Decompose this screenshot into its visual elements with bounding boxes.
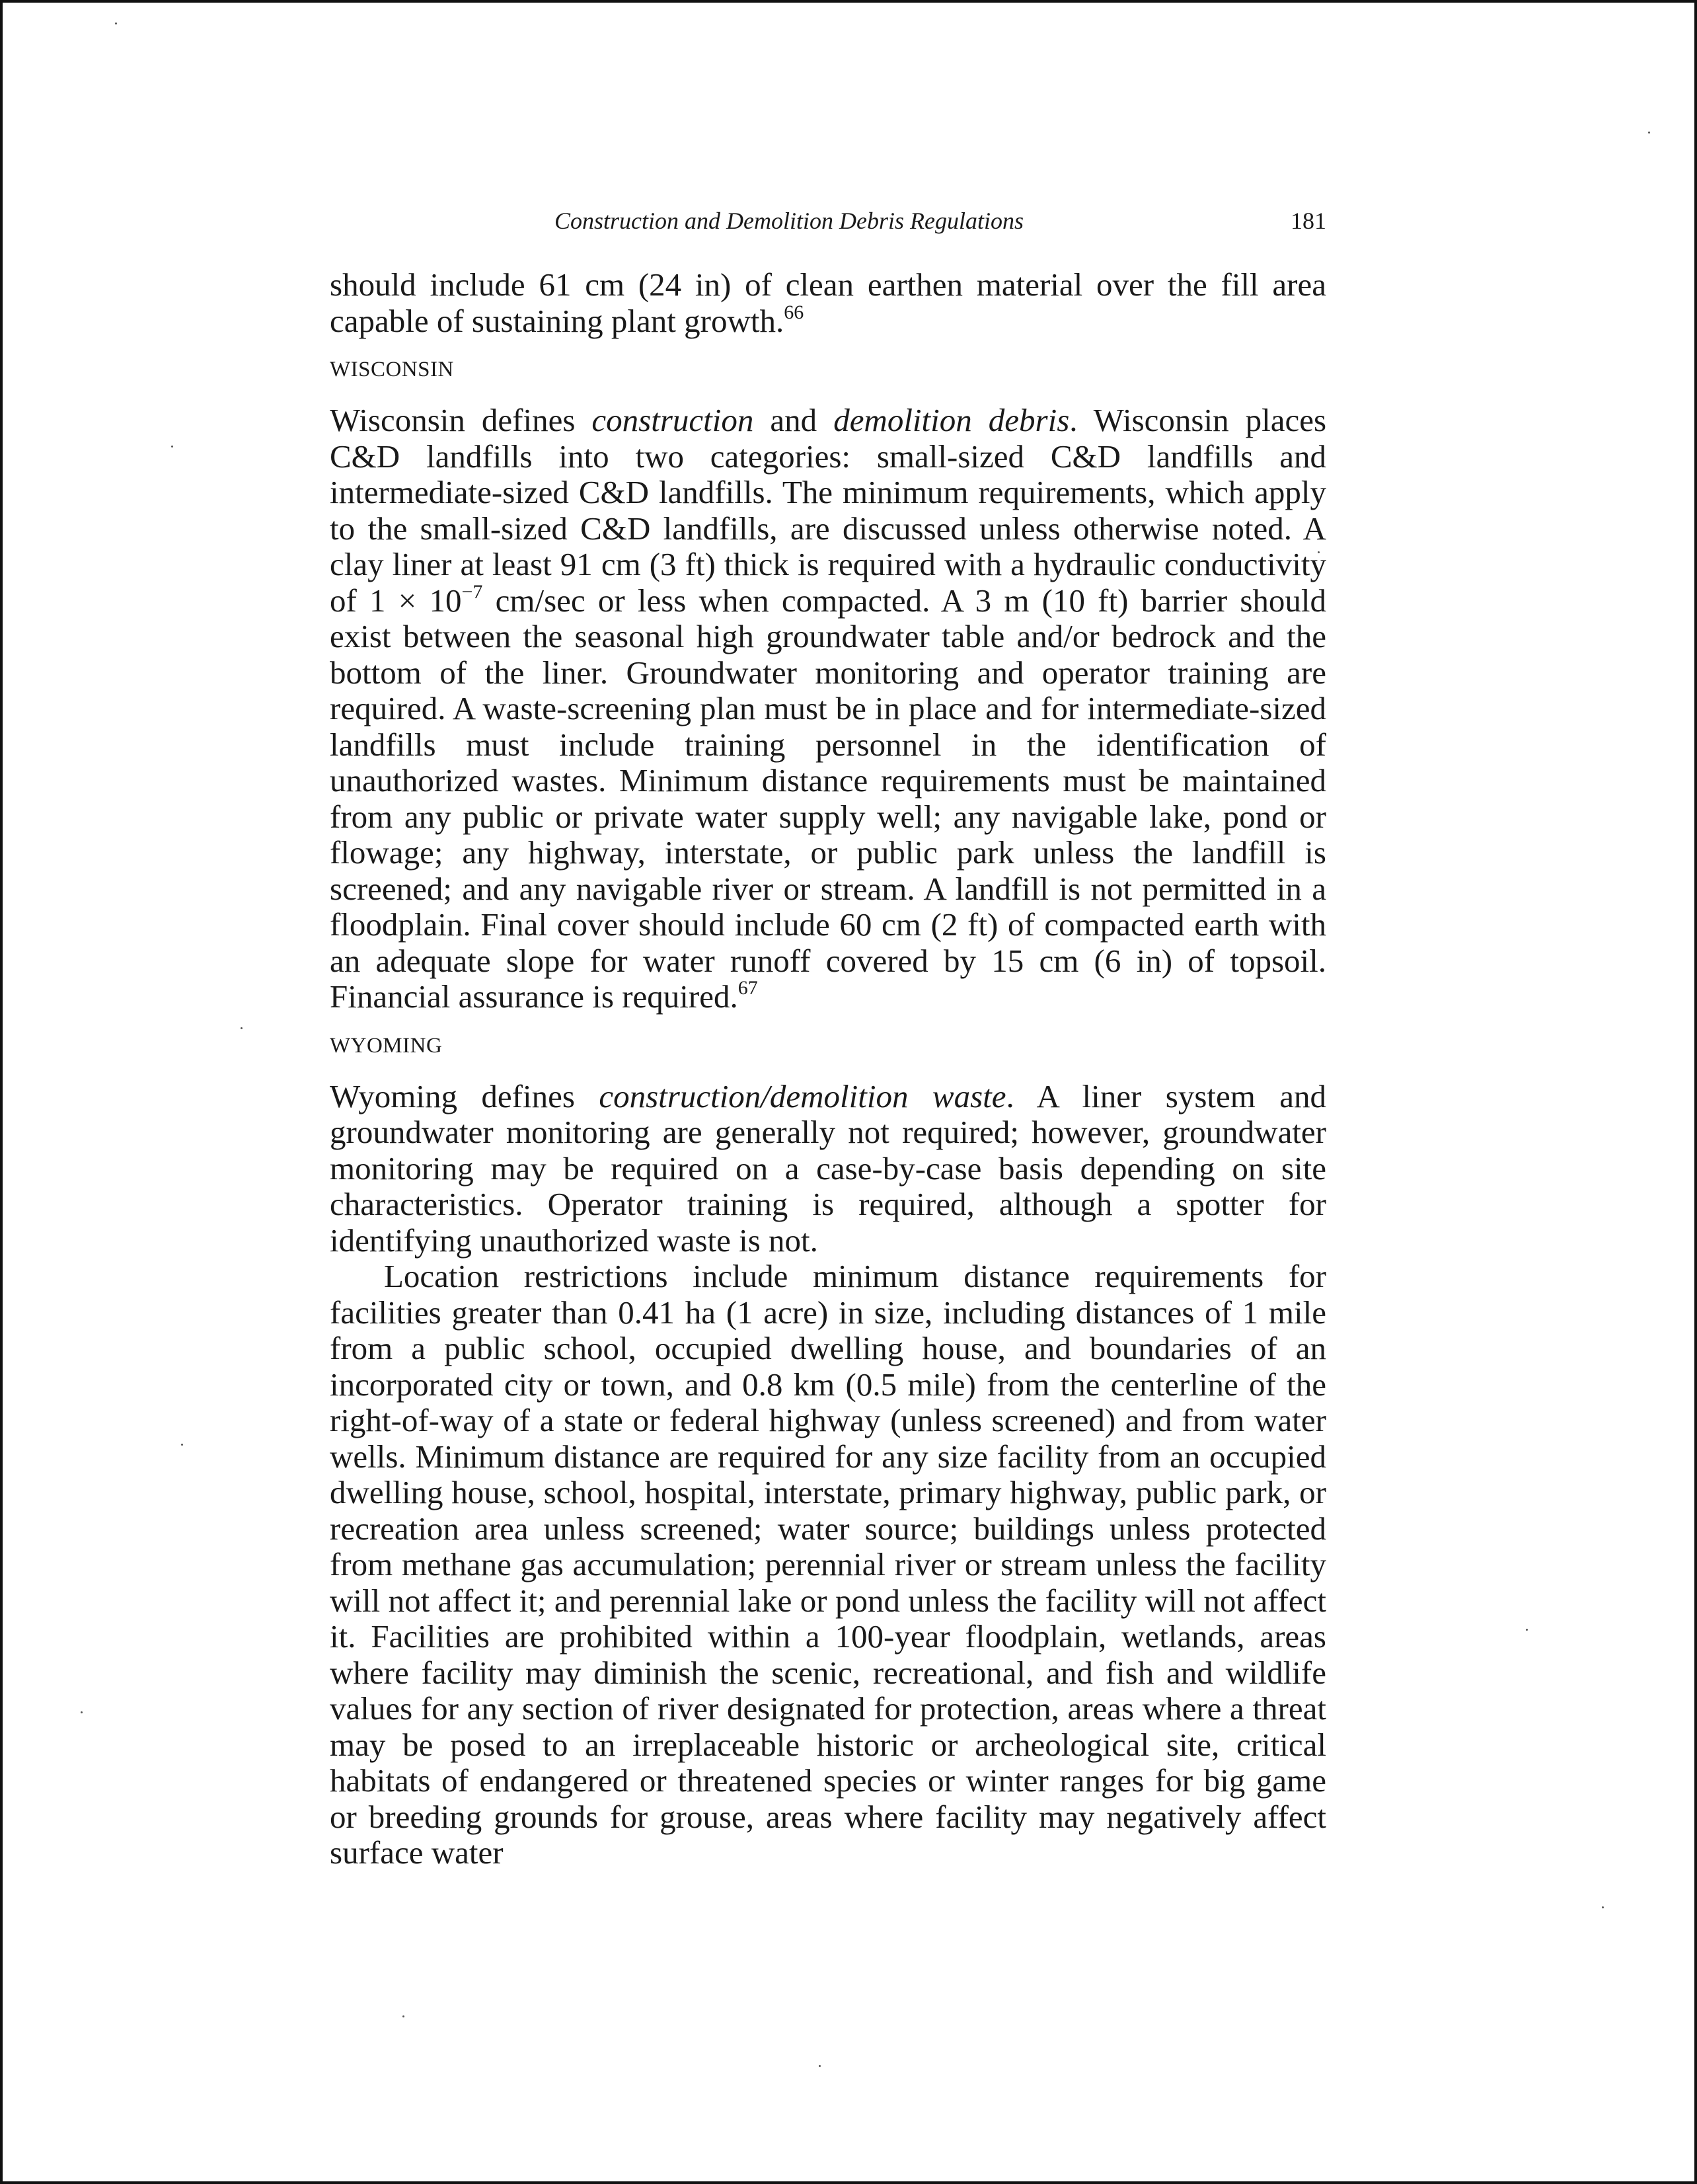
section-heading-wyoming: WYOMING bbox=[330, 1033, 443, 1058]
scan-speck bbox=[1526, 1629, 1528, 1631]
footnote-ref-66: 66 bbox=[784, 301, 804, 323]
wyoming-text-2: . A liner system and groundwater monitoring are generally not required; however, groundwater monitoring may be required on a case-by-case basis depending on site characteristics. Operator training is required, although a spotter for identifying unauthorized waste is not. bbox=[330, 1077, 1327, 1259]
scan-speck bbox=[181, 1444, 183, 1446]
running-title: Construction and Demolition Debris Regulations bbox=[554, 208, 1024, 234]
wisconsin-paragraph bbox=[330, 403, 1326, 1015]
wisconsin-text-2: and bbox=[753, 402, 834, 438]
intro-text: should include 61 cm (24 in) of clean earthen material over the fill area capable of sustaining plant growth. bbox=[330, 266, 1326, 339]
wisconsin-text-4: cm/sec or less when compacted. A 3 m (10 ft) barrier should exist between the seasonal high groundwater table and/or bedrock and the bottom of the liner. Groundwater monitoring and operator training are required. A waste-screening plan must be in place and for intermediate-sized landfills must include training personnel in the identification of unauthorized wastes. Minimum distance requirements must be maintained from any public or private water supply well; any navigable lake, pond or flowage; any highway, interstate, or public park unless the landfill is screened; and any navigable river or stream. A landfill is not permitted in a floodplain. Final cover should include 60 cm (2 ft) of compacted earth with an adequate slope for water runoff covered by 15 cm (6 in) of topsoil. Financial assurance is required. bbox=[330, 582, 1327, 1015]
section-heading-wisconsin: WISCONSIN bbox=[330, 358, 454, 381]
wyoming-paragraph bbox=[330, 1079, 1326, 1259]
term-construction-demolition-waste: construction/demolition waste bbox=[599, 1077, 1006, 1114]
scan-speck bbox=[1602, 1906, 1604, 1908]
scan-speck bbox=[819, 2065, 821, 2067]
footnote-ref-67: 67 bbox=[737, 977, 758, 999]
scan-speck bbox=[81, 1711, 83, 1713]
wyoming-location-paragraph: Location restrictions include minimum distance requirements for facilities greater than 0.41 ha (1 acre) in size, including distances of 1 mile from a public school, occupied dwelling house, and boundaries of an incorporated city or town, and 0.8 km (0.5 mile) from the centerline of the right-of-way of a state or federal highway (unless screened) and from water wells. Minimum distance are required for any size facility from an occupied dwelling house, school, hospital, interstate, primary highway, public park, or recreation area unless screened; water source; buildings unless protected from methane gas accumulation; perennial river or stream unless the facility will not affect it; and perennial lake or pond unless the facility will not affect it. Facilities are prohibited within a 100-year floodplain, wetlands, areas where facility may diminish the scenic, recreational, and fish and wildlife values for any section of river designated for protection, areas where a threat may be posed to an irreplaceable historic or archeological site, critical habitats of endangered or threatened species or winter ranges for big game or breeding grounds for grouse, areas where facility may negatively affect surface water bbox=[330, 1258, 1326, 1871]
scan-speck bbox=[1648, 132, 1650, 134]
exponent: −7 bbox=[461, 580, 483, 603]
wisconsin-text-3: . Wisconsin places C&D landfills into two categories: small-sized C&D landfills and intermediate-sized C&D landfills. The minimum requirements, which apply to the small-sized C&D landfills, are discussed unless otherwise noted. A clay liner at least 91 cm (3 ft) thick is required with a hydraulic conductivity of 1 × 10 bbox=[330, 402, 1327, 619]
wyoming-text-1: Wyoming defines bbox=[330, 1077, 599, 1114]
scan-speck bbox=[115, 22, 117, 24]
scan-speck bbox=[171, 446, 173, 448]
intro-paragraph bbox=[330, 267, 1326, 339]
term-demolition-debris: demolition debris bbox=[833, 402, 1070, 438]
running-header bbox=[330, 201, 1326, 241]
scan-speck bbox=[402, 2015, 404, 2017]
page-number: 181 bbox=[1291, 208, 1326, 234]
term-construction: construction bbox=[591, 402, 754, 438]
scan-speck bbox=[241, 1027, 243, 1029]
document-page bbox=[330, 201, 1326, 1871]
wisconsin-text-1: Wisconsin defines bbox=[330, 402, 592, 438]
